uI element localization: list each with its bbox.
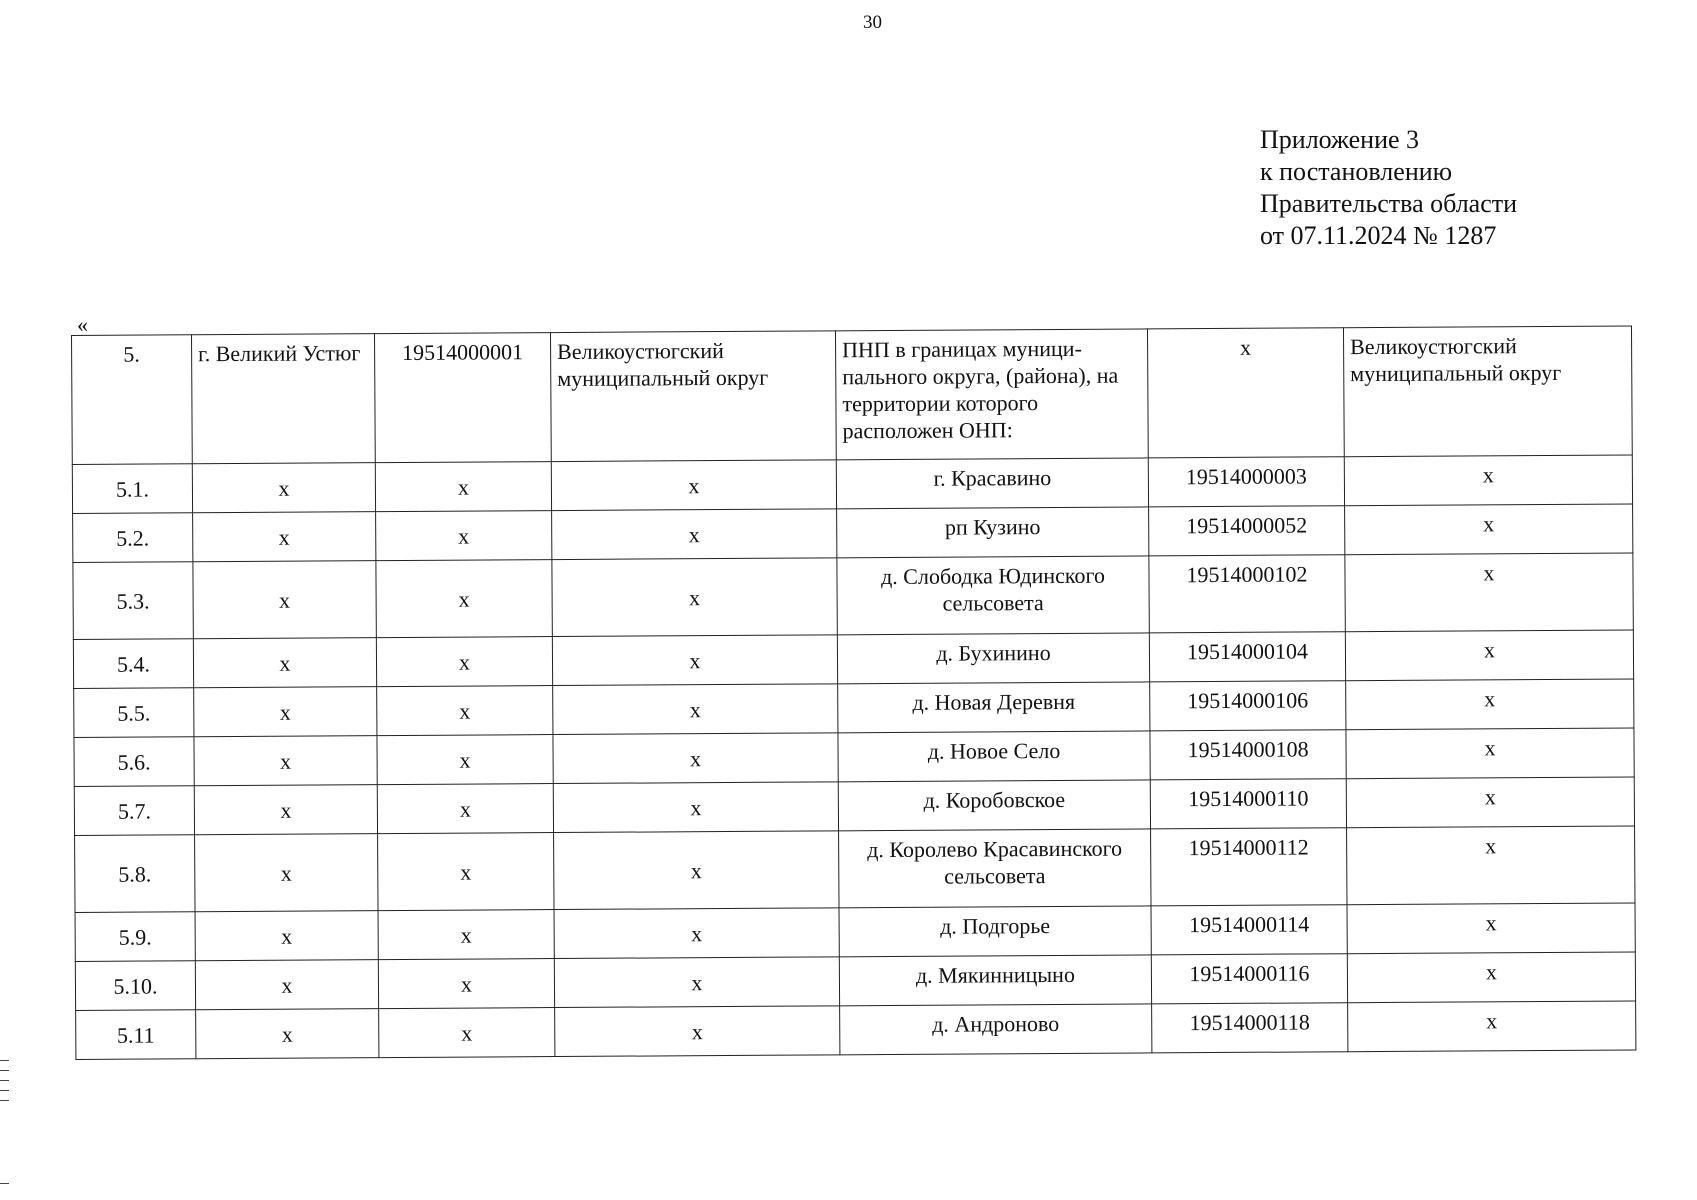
place-cell: рп Кузино (837, 507, 1149, 558)
row-number: 5.1. (72, 464, 192, 514)
scan-mark (0, 1100, 9, 1101)
table-body (72, 326, 1636, 1060)
mark-cell: x (1147, 328, 1344, 458)
code-cell: 19514000118 (1152, 1003, 1348, 1053)
x-cell: x (554, 908, 839, 959)
row-number: 5.8. (75, 835, 195, 913)
x-cell: x (553, 684, 838, 735)
x-cell: x (194, 785, 377, 835)
x-cell: x (554, 831, 839, 910)
x-cell: x (193, 512, 376, 562)
appendix-block (1260, 124, 1517, 252)
appendix-resolution: к постановлению (1260, 157, 1453, 186)
x-cell: x (1346, 728, 1634, 779)
row-number: 5. (72, 335, 193, 465)
x-cell: x (375, 462, 551, 512)
x-cell: x (196, 1009, 379, 1059)
code-cell: 19514000108 (1150, 730, 1346, 780)
x-cell: x (552, 509, 837, 560)
code-cell: 19514000112 (1151, 828, 1347, 906)
place-cell: д. Коробовское (838, 780, 1150, 831)
row-number: 5.3. (73, 562, 193, 640)
table-row (76, 1001, 1636, 1060)
row-number: 5.7. (74, 786, 194, 836)
appendix-date-number: от 07.11.2024 № 1287 (1260, 221, 1497, 250)
x-cell: x (1345, 504, 1633, 555)
row-number: 5.2. (73, 513, 193, 563)
scan-mark (0, 1090, 9, 1091)
x-cell: x (192, 463, 375, 513)
appendix-authority: Правительства области (1260, 189, 1518, 218)
code-cell: 19514000110 (1150, 779, 1346, 829)
row-number: 5.4. (73, 639, 193, 689)
appendix-title: Приложение 3 (1260, 125, 1420, 154)
scan-mark (0, 1060, 9, 1061)
x-cell: x (1345, 553, 1633, 632)
row-number: 5.6. (74, 737, 194, 787)
x-cell: x (552, 558, 837, 637)
place-cell: д. Мякинницыно (839, 955, 1151, 1006)
x-cell: x (1346, 679, 1634, 730)
place-cell: д. Слободка Юдинского сельсовета (837, 556, 1149, 635)
place-cell: д. Андроново (840, 1004, 1152, 1055)
district-cell: Великоустюгский муниципальный округ (550, 331, 836, 462)
x-cell: x (1347, 826, 1635, 905)
city-cell: г. Великий Устюг (192, 334, 376, 464)
x-cell: x (553, 782, 838, 833)
x-cell: x (194, 687, 377, 737)
code-cell: 19514000114 (1151, 905, 1347, 955)
description-cell: ПНП в границах муници-пального округа, (района), на территории которого расположен ОНП: (835, 329, 1148, 460)
scan-mark (0, 1183, 9, 1184)
x-cell: x (1344, 455, 1632, 506)
x-cell: x (195, 960, 378, 1010)
x-cell: x (377, 735, 553, 785)
x-cell: x (553, 733, 838, 784)
row-number: 5.9. (75, 912, 195, 962)
x-cell: x (552, 635, 837, 686)
x-cell: x (377, 784, 553, 834)
place-cell: д. Королево Красавинского сельсовета (839, 829, 1151, 908)
x-cell: x (193, 638, 376, 688)
district-cell-2: Великоустюгский муниципальный округ (1343, 326, 1632, 457)
x-cell: x (378, 959, 554, 1009)
settlements-table (71, 325, 1636, 1060)
x-cell: x (554, 957, 839, 1008)
x-cell: x (193, 561, 376, 639)
code-cell: 19514000104 (1149, 632, 1345, 682)
x-cell: x (378, 833, 554, 911)
x-cell: x (195, 911, 378, 961)
place-cell: д. Новая Деревня (838, 682, 1150, 733)
x-cell: x (376, 637, 552, 687)
table-row-5 (72, 326, 1633, 465)
x-cell: x (195, 834, 378, 912)
row-number: 5.10. (75, 961, 195, 1011)
code-cell: 19514000106 (1150, 681, 1346, 731)
opening-quote: « (77, 312, 88, 337)
x-cell: x (376, 511, 552, 561)
page-number: 30 (863, 12, 882, 33)
row-number: 5.11 (76, 1010, 196, 1060)
scan-mark (0, 1080, 9, 1081)
x-cell: x (1347, 952, 1635, 1003)
scan-mark (0, 1070, 9, 1071)
x-cell: x (379, 1008, 555, 1058)
row-number: 5.5. (74, 688, 194, 738)
x-cell: x (551, 460, 836, 511)
code-cell: 19514000003 (1148, 457, 1344, 507)
x-cell: x (376, 560, 552, 638)
x-cell: x (378, 910, 554, 960)
place-cell: г. Красавино (836, 458, 1148, 509)
x-cell: x (194, 736, 377, 786)
x-cell: x (1346, 777, 1634, 828)
place-cell: д. Новое Село (838, 731, 1150, 782)
code-cell: 19514000052 (1149, 506, 1345, 556)
x-cell: x (1345, 630, 1633, 681)
x-cell: x (555, 1006, 840, 1057)
code-cell: 19514000102 (1149, 555, 1345, 633)
table-row (75, 826, 1635, 913)
x-cell: x (1348, 1001, 1636, 1052)
table-row (73, 553, 1633, 640)
code-cell: 19514000116 (1151, 954, 1347, 1004)
place-cell: д. Бухинино (837, 633, 1149, 684)
x-cell: x (1347, 903, 1635, 954)
x-cell: x (377, 686, 553, 736)
place-cell: д. Подгорье (839, 906, 1151, 957)
code-cell: 19514000001 (374, 333, 551, 463)
